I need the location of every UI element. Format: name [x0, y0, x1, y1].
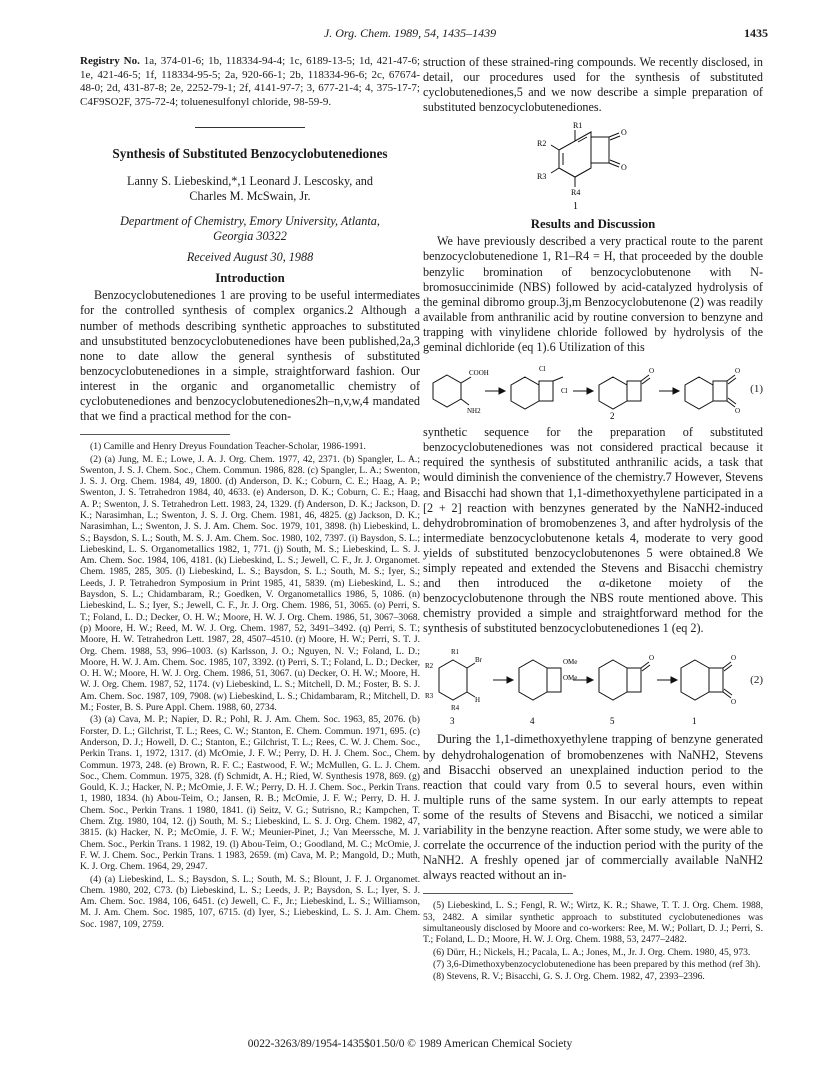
- registry-numbers: [80, 55, 420, 109]
- results-heading: Results and Discussion: [530, 217, 656, 232]
- bromine-label: Br: [475, 656, 482, 665]
- footnote-divider: [423, 893, 573, 894]
- equation-2-number: (2): [750, 674, 763, 687]
- r3-label: R3: [425, 692, 434, 701]
- affiliation: [80, 214, 420, 244]
- footnote-divider: [80, 434, 230, 435]
- introduction-heading: Introduction: [215, 271, 285, 286]
- r1-label: R1: [573, 121, 583, 131]
- oxygen-label: O: [735, 407, 741, 416]
- chlorine-label: Cl: [539, 365, 546, 374]
- article-title: Synthesis of Substituted Benzocyclobutenediones: [112, 146, 388, 162]
- r4-label: R4: [451, 704, 460, 713]
- equation-2-scheme: [423, 640, 763, 728]
- compound-label-1: 1: [692, 716, 697, 727]
- continued-paragraph: struction of these strained-ring compounds. We recently disclosed, in detail, our procedures used for the synthesis of substituted cyclobutenediones,5 and we now describe a simple preparation of substituted benzocyclobutenediones.: [423, 55, 763, 115]
- left-column: [80, 55, 420, 931]
- page-number: 1435: [744, 26, 768, 40]
- oxygen-label: O: [649, 367, 655, 376]
- footnote: (8) Stevens, R. V.; Bisacchi, G. S. J. Org. Chem. 1982, 47, 2393–2396.: [433, 971, 705, 983]
- registry-text: 1a, 374-01-6; 1b, 118334-94-4; 1c, 6189-13-5; 1d, 421-47-6; 1e, 421-46-5; 1f, 118334-95-5; 2a, 920-66-1; 2b, 118334-96-6; 2c, 67674-48-0; 2d, 431-87-8; 2e, 2252-79-1; 2f, 4141-97-7; 3, 677-21-4; 4, 375-17-7; C4F9SO2F, 375-72-4; toluenesulfonyl chloride, 98-59-9.: [80, 55, 421, 108]
- chlorine-label: Cl: [561, 387, 568, 396]
- authors-line-1: Lanny S. Liebeskind,*,1 Leonard J. Lescosky, and: [127, 174, 373, 189]
- compound-label-4: 4: [530, 716, 535, 727]
- registry-label: Registry No.: [80, 55, 140, 67]
- footnote: (5) Liebeskind, L. S.; Fengl, R. W.; Wirtz, K. R.; Shawe, T. T. J. Org. Chem. 1988, 53, 2482. A similar synthetic approach to substituted cyclobutenediones was simultaneously disclosed by Moore and co-workers: Ree, M. W.; Pollart, D. J.; Perri, S. T.; Foland, L. D.; Moore, H. W. J. Org. Chem. 1988, 53, 2477–2482.: [423, 900, 763, 946]
- oxygen-label: O: [731, 698, 737, 707]
- compound-label-2: 2: [610, 411, 615, 422]
- authors-line-2: Charles M. McSwain, Jr.: [189, 189, 311, 204]
- results-paragraph-2: synthetic sequence for the preparation of substituted benzocyclobutenediones was not considered practical because it required the synthesis of substituted anthranilic acids, a task that would diminish the convenience of the chemistry.7 However, Stevens and Bisacchi had shown that 1,1-dimethoxyethylene participated in a [2 + 2] reaction with benzynes generated by the NaNH2-induced dehydrobromination of bromobenzenes 3, and after hydrolysis of the intermediate benzocyclobutenone ketals 4, moderate to very good yields of substituted benzocyclobutenones 5 were obtained.8 We simply repeated and extended the Stevens and Bisacchi chemistry and then introduced the α-diketone moiety of the benzocyclobutenone through the NBS route mentioned above. This chemistry provided a simple and straightforward method for the synthesis of substituted benzocyclobutenediones 1 (eq 2).: [423, 425, 763, 636]
- equation-2: [423, 640, 763, 728]
- section-divider: [195, 127, 305, 128]
- author-list: [80, 174, 420, 204]
- introduction-paragraph: Benzocyclobutenediones 1 are proving to be useful intermediates for the controlled synthesis of complex organics.2 Although a number of methods describing synthetic approaches to substituted and unsubstituted benzocyclobutenediones have been published,2a,3 none to date allow the general synthesis of substituted benzocyclobutenediones in a simple, straightforward fashion. Our interest in the organic and organometallic chemistry of cyclobutenediones and benzocyclobutenediones2h–n,v,w,4 mandated that we find a practical method for the con-: [80, 288, 420, 424]
- equation-1-number: (1): [750, 383, 763, 396]
- affiliation-line-2: Georgia 30322: [213, 229, 287, 244]
- compound-label-5: 5: [610, 716, 615, 727]
- affiliation-line-1: Department of Chemistry, Emory University, Atlanta,: [120, 214, 380, 229]
- results-paragraph-1: We have previously described a very practical route to the parent benzocyclobutenedione 1, R1–R4 = H, that proceeded by the double benzylic bromination of benzocyclobutenone with N-bromosuccinimide (NBS) followed by acid-catalyzed hydrolysis of the geminal dibromo group.3j,m Benzocyclobutenone (2) was readily available from anthranilic acid by routine conversion to benzyne and trapping with vinylidene chloride followed by hydrolysis of the geminal dichloride (eq 1).6 Utilization of this: [423, 234, 763, 355]
- footnotes-left: [80, 441, 420, 930]
- footnote: (7) 3,6-Dimethoxybenzocyclobutenedione has been prepared by this method (ref 3h).: [433, 958, 761, 970]
- right-column: [423, 55, 763, 983]
- hydrogen-label: H: [475, 696, 481, 705]
- received-date: Received August 30, 1988: [186, 250, 314, 265]
- compound-label-3: 3: [450, 716, 455, 727]
- r3-label: R3: [537, 172, 547, 182]
- equation-1-scheme: [423, 357, 763, 421]
- oxygen-label: O: [731, 654, 737, 663]
- running-header: [0, 26, 820, 42]
- footnote: (1) Camille and Henry Dreyus Foundation Teacher-Scholar, 1986-1991.: [90, 441, 366, 453]
- footnote: (4) (a) Liebeskind, L. S.; Baysdon, S. L.; South, M. S.; Blount, J. F. J. Organomet. Chem. 1980, 202, C73. (b) Liebeskind, L. S.; Leeds, J. P.; Baysdon, S. L.; Iyer, S. J. Am. Chem. Soc. 1984, 106, 6451. (c) Jewell, C. F., Jr.; Liebeskind, L. S.; Williamson, M. J. Am. Chem. Soc. 1985, 107, 6715. (d) Iyer, S.; Liebeskind, L. S. J. Am. Chem. Soc. 1987, 109, 2759.: [80, 873, 420, 930]
- oxygen-label: O: [649, 654, 655, 663]
- equation-1: [423, 357, 763, 421]
- cooh-label: COOH: [469, 369, 489, 378]
- r4-label: R4: [571, 188, 581, 198]
- structure-1-figure: [423, 115, 763, 211]
- r2-label: R2: [425, 662, 434, 671]
- r2-label: R2: [537, 139, 547, 149]
- page-footer: 0022-3263/89/1954-1435$01.50/0 © 1989 American Chemical Society: [247, 1038, 573, 1050]
- oxygen-label: O: [621, 128, 627, 138]
- results-paragraph-3: During the 1,1-dimethoxyethylene trapping of benzyne generated by dehydrohalogenation of bromobenzenes with NaNH2, Stevens and Bisacchi observed an unexplained induction period to the reaction that could vary from 0.5 to several hours, even within multiple runs of the same system. In our early attempts to repeat some of the results of Stevens and Bisacchi, we noticed a similar variability in the benzyne reaction. After some study, we were able to correlate the occurrence of the induction period with the purity of the NaNH2. A freshly opened jar of commercially available NaNH2 always reacted without an in-: [423, 732, 763, 883]
- benzocyclobutenedione-structure: [423, 115, 763, 211]
- oxygen-label: O: [735, 367, 741, 376]
- footnote: (2) (a) Jung, M. E.; Lowe, J. A. J. Org. Chem. 1977, 42, 2371. (b) Spangler, L. A.; Swenton, J. S. J. Chem. Soc., Chem. Commun. 1986, 828. (c) Spangler, L. A.; Swenton, J. S. J. Org. Chem. 1984, 49, 1800. (d) Anderson, D. K.; Coburn, C. E.; Haag, A. P.; Swenton, J. S. Tetrahedron 1984, 40, 4633. (e) Anderson, D. K.; Coburn, C. E.; Haag, A. P.; Swenton, J. S. Tetrahedron Lett. 1983, 24, 1329. (f) Anderson, D. K.; Jackson, D. K.; Narasimhan, L.; Swenton, J. S. J. Org. Chem. 1981, 46, 4825. (g) Jackson, D. K.; Narasimhan, L.; Swenton, J. S. J. Am. Chem. Soc. 1979, 101, 3898. (h) Liebeskind, L. S.; Baysdon, S. L.; South, M. S. J. Am. Chem. Soc. 1980, 102, 7397. (i) Baysdon, S. L.; Liebeskind, L. S. Organometallics 1982, 1, 771. (j) South, M. S.; Liebeskind, L. S. J. Am. Chem. Soc. 1984, 106, 4181. (k) Liebeskind, L. S.; Jewell, C. F., Jr. J. Organomet. Chem. 1985, 285, 305. (l) Liebeskind, L. S.; Baysdon, S. L.; South, M. S.; Iyer, S.; Leeds, J. P. Tetrahedron Symposium in Print 1985, 41, 5839. (m) Liebeskind, L. S.; Baysdon, S. L.; Chidambaram, R.; Goedken, V. Organometallics 1986, 5, 1086. (n) Liebeskind, L. S.; Iyer, S.; Jewell, C. F., Jr. J. Org. Chem. 1986, 51, 3065. (o) Perri, S. T.; Foland, L. D.; Decker, O. H. W.; Moore, H. W. J. Org. Chem. 1986, 51, 3067–3068. (p) Moore, H. W.; Reed, M. W. J. Org. Chem. 1987, 52, 3491–3492. (q) Perri, S. T.; Moore, H. W. Tetrahedron Lett. 1987, 28, 4507–4510. (r) Moore, H. W.; Perri, S. T. J. Org. Chem. 1988, 53, 996–1003. (s) Karlsson, J. O.; Nguyen, N. V.; Foland, L. D.; Moore, H. W. J. Am. Chem. Soc. 1985, 107, 3392. (t) Perri, S. T.; Foland, L. D.; Decker, O. H. W.; Moore, H. W. J. Org. Chem. 1986, 51, 3067. (u) Decker, O. H. W.; Moore, H. W. J. Org. Chem. 1987, 52, 1174. (v) Liebeskind, L. S.; Mitchell, D. M.; Foster, B. S. J. Am. Chem. Soc. 1987, 109, 7908. (w) Liebeskind, L. S.; Chidambaram, R.; Mitchell, D. M.; Foster, B. S. Pure Appl. Chem. 1988, 60, 2734.: [80, 453, 420, 714]
- journal-citation: J. Org. Chem. 1989, 54, 1435–1439: [323, 26, 497, 40]
- compound-label-1: 1: [573, 201, 578, 212]
- nh2-label: NH2: [467, 407, 481, 416]
- r1-label: R1: [451, 648, 460, 657]
- ome-label: OMe: [563, 658, 578, 667]
- footnote: (3) (a) Cava, M. P.; Napier, D. R.; Pohl, R. J. Am. Chem. Soc. 1963, 85, 2076. (b) Forster, D. L.; Gilchrist, T. L.; Rees, C. W.; Stanton, E. Chem. Commun. 1971, 695. (c) Anderson, D. J.; Howell, D. C.; Stanton, E.; Gilchrist, T. L.; Rees, C. W. J. Chem. Soc., Perkin Trans. 1, 1972, 1317. (d) McOmie, J. F. W.; Perry, D. H. J. Chem. Soc., Chem. Commun. 1973, 248. (e) Brown, R. F. C.; Eastwood, F. W.; McMullen, G. L. J. Chem. Soc., Chem. Commun. 1975, 328. (f) Schmidt, A. H.; Ried, W. Synthesis 1978, 869. (g) Gould, K. J.; Hacker, N. P.; McOmie, J. F. W.; Perry, D. H. J. Chem. Soc., Perkin Trans. 1, 1980, 1834. (h) Abou-Teim, O.; Jansen, R. B.; McOmie, J. F. W.; Perry, D. H. J. Chem. Soc., Perkin Trans. 1 1980, 1841. (i) Seitz, V. G.; Sutrisno, R.; Kampchen, T. Chem. Ztg. 1980, 104, 12. (j) South, M. S.; Liebeskind, L. S. J. Org. Chem. 1982, 47, 3815. (k) Hacker, N. P.; McOmie, J. F. W.; Meunier-Pinet, J.; Van Meerssche, M. J. Chem. Soc., Perkin Trans. 1 1982, 19. (l) Abou-Teim, O.; Goodland, M. C.; McOmie, J. F. W. J. Chem. Soc., Perkin Trans. 1 1983, 2659. (m) Cava, M. P.; Mangold, D.; Muth, K. J. Org. Chem. 1964, 29, 2947.: [80, 714, 420, 873]
- footnotes-right: [423, 900, 763, 982]
- oxygen-label: O: [621, 163, 627, 173]
- ome-label: OMe: [563, 674, 578, 683]
- footnote: (6) Dürr, H.; Nickels, H.; Pacala, L. A.; Jones, M., Jr. J. Org. Chem. 1980, 45, 973.: [433, 946, 751, 958]
